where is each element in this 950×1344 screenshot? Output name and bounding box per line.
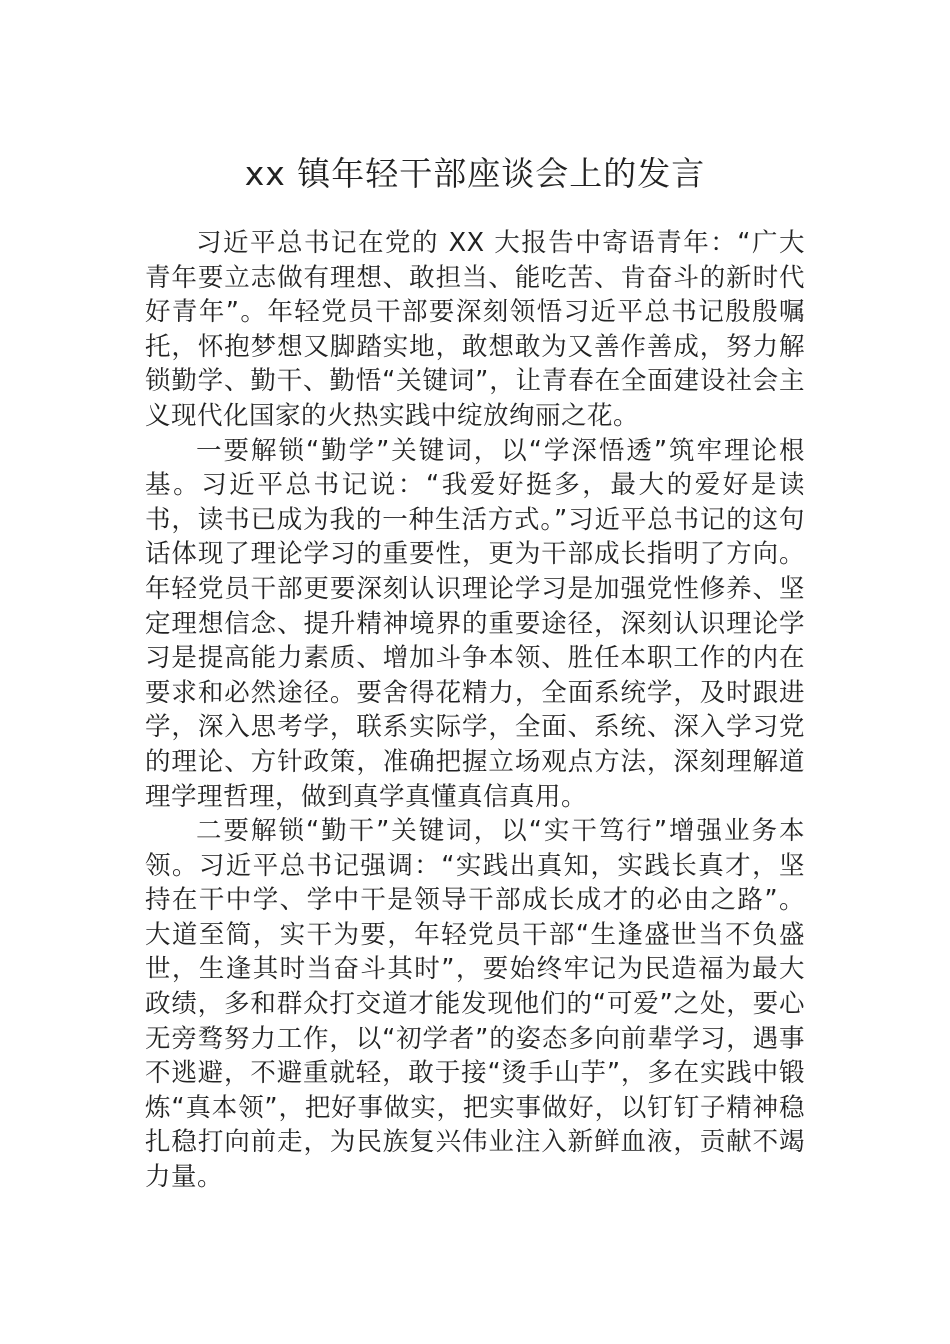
paragraph-diligent-work: 二要解锁“勤干”关键词，以“实干笃行”增强业务本领。习近平总书记强调：“实践出真知，实践长真才，坚持在干中学、学中干是领导干部成长成才的必由之路”。大道至简，实干为要，年轻党员干部“生逢盛世当不负盛世，生逢其时当奋斗其时”，要始终牢记为民造福为最大政绩，多和群众打交道才能发现他们的“可爱”之处，要心无旁骛努力工作，以“初学者”的姿态多向前辈学习，遇事不逃避，不避重就轻，敢于接“烫手山芋”，多在实践中锻炼“真本领”，把好事做实，把实事做好，以钉钉子精神稳扎稳打向前走，为民族复兴伟业注入新鲜血液，贡献不竭力量。 [145, 816, 805, 1193]
document-title: xx 镇年轻干部座谈会上的发言 [244, 154, 706, 193]
paragraph-intro: 习近平总书记在党的 XX 大报告中寄语青年：“广大青年要立志做有理想、敢担当、能吃苦、肯奋斗的新时代好青年”。年轻党员干部要深刻领悟习近平总书记殷殷嘱托，怀抱梦想又脚踏实地，敢想敢为又善作善成，努力解锁勤学、勤干、勤悟“关键词”，让青春在全面建设社会主义现代化国家的火热实践中绽放绚丽之花。 [145, 228, 805, 431]
paragraph-diligent-study: 一要解锁“勤学”关键词，以“学深悟透”筑牢理论根基。习近平总书记说：“我爱好挺多，最大的爱好是读书，读书已成为我的一种生活方式。”习近平总书记的这句话体现了理论学习的重要性，更为干部成长指明了方向。年轻党员干部更要深刻认识理论学习是加强党性修养、坚定理想信念、提升精神境界的重要途径，深刻认识理论学习是提高能力素质、增加斗争本领、胜任本职工作的内在要求和必然途径。要舍得花精力，全面系统学，及时跟进学，深入思考学，联系实际学，全面、系统、深入学习党的理论、方针政策，准确把握立场观点方法，深刻理解道理学理哲理，做到真学真懂真信真用。 [145, 435, 805, 812]
document-body [145, 226, 805, 1195]
